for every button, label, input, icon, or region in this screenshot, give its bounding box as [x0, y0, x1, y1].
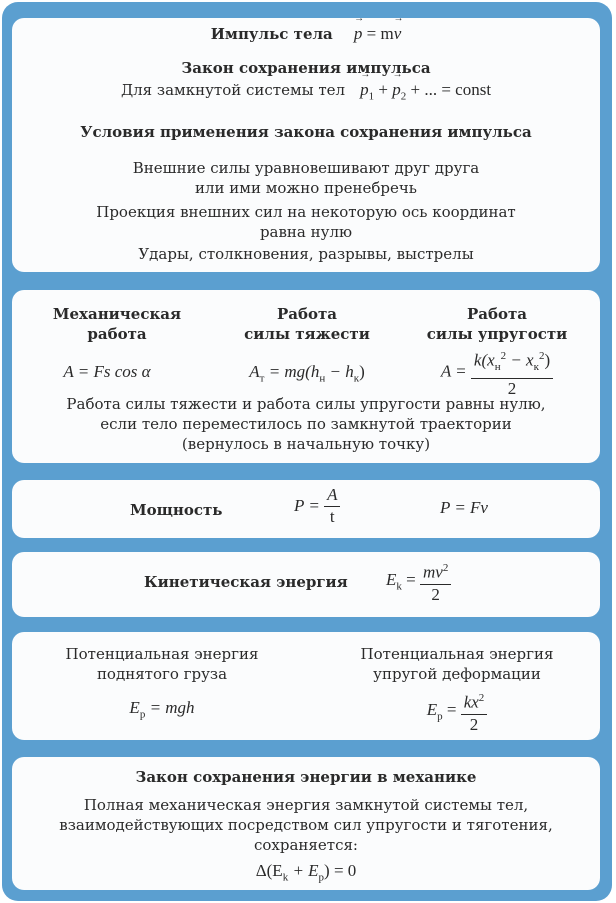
work-note: Работа силы тяжести и работа силы упругости равны нулю, если тело переместилось по замкнутой траектории (вернулось в начальную точку)	[66, 395, 546, 453]
momentum-panel	[12, 18, 600, 272]
momentum-law-formula: → $p_1$ + → $p_2$ + ... = const	[360, 80, 491, 99]
work-col-mechanical-title: Механическая работа	[52, 305, 182, 343]
kinetic-title: Кинетическая энергия	[144, 573, 348, 591]
momentum-law-text: Для замкнутой системы тел	[120, 81, 346, 99]
power-formula-force: P = Fv	[440, 498, 488, 517]
momentum-formula: → p = m→ v	[354, 24, 401, 43]
condition-line: или ими можно пренебречь	[195, 179, 417, 197]
work-col-gravity-title: Работа силы тяжести	[244, 305, 370, 343]
work-mechanical-formula: A = Fs cos α	[63, 362, 151, 381]
condition-line: Внешние силы уравновешивают друг друга	[132, 159, 480, 177]
condition-line: равна нулю	[259, 223, 353, 241]
conservation-text: Полная механическая энергия замкнутой системы тел, взаимодействующих посредством сил упругости и тяготения, сохраняется:	[59, 796, 553, 854]
kinetic-panel	[12, 552, 600, 617]
conservation-title: Закон сохранения энергии в механике	[135, 768, 477, 786]
conservation-panel	[12, 757, 600, 890]
kinetic-formula: $E_k$ = $\frac{mv^2}{2}$	[386, 558, 451, 605]
power-formula-work: P = $\frac{A}{t}$	[294, 485, 340, 527]
potential-panel	[12, 632, 600, 740]
condition-item-1	[12, 158, 600, 198]
momentum-heading	[12, 24, 600, 44]
work-gravity-formula: $A_т = mg(h_н - h_к)$	[249, 362, 365, 385]
potential-elastic-formula: $E_p$ = $\frac{kx^2}{2}$	[327, 688, 587, 735]
conditions-title: Условия применения закона сохранения импульса	[80, 123, 532, 141]
power-panel	[12, 480, 600, 538]
work-panel	[12, 290, 600, 463]
power-title: Мощность	[130, 501, 223, 519]
work-elastic-formula: A = $\frac{k(x_н^2 - x_к^2)}{2}$	[407, 346, 587, 399]
condition-item-2	[12, 202, 600, 242]
potential-gravity-formula: $E_p$ = mgh	[129, 698, 195, 721]
momentum-title: Импульс тела	[210, 25, 333, 43]
condition-item-3: Удары, столкновения, разрывы, выстрелы	[138, 245, 474, 263]
momentum-law-statement	[12, 80, 600, 102]
momentum-law-title: Закон сохранения импульса	[181, 59, 431, 77]
potential-elastic-title: Потенциальная энергия упругой деформации	[360, 645, 554, 683]
condition-line: Проекция внешних сил на некоторую ось координат	[96, 203, 516, 221]
conservation-formula: $\Delta(E_k + E_p) = 0$	[255, 861, 357, 884]
work-col-elastic-title: Работа силы упругости	[426, 305, 568, 343]
potential-gravity-title: Потенциальная энергия поднятого груза	[65, 645, 259, 683]
